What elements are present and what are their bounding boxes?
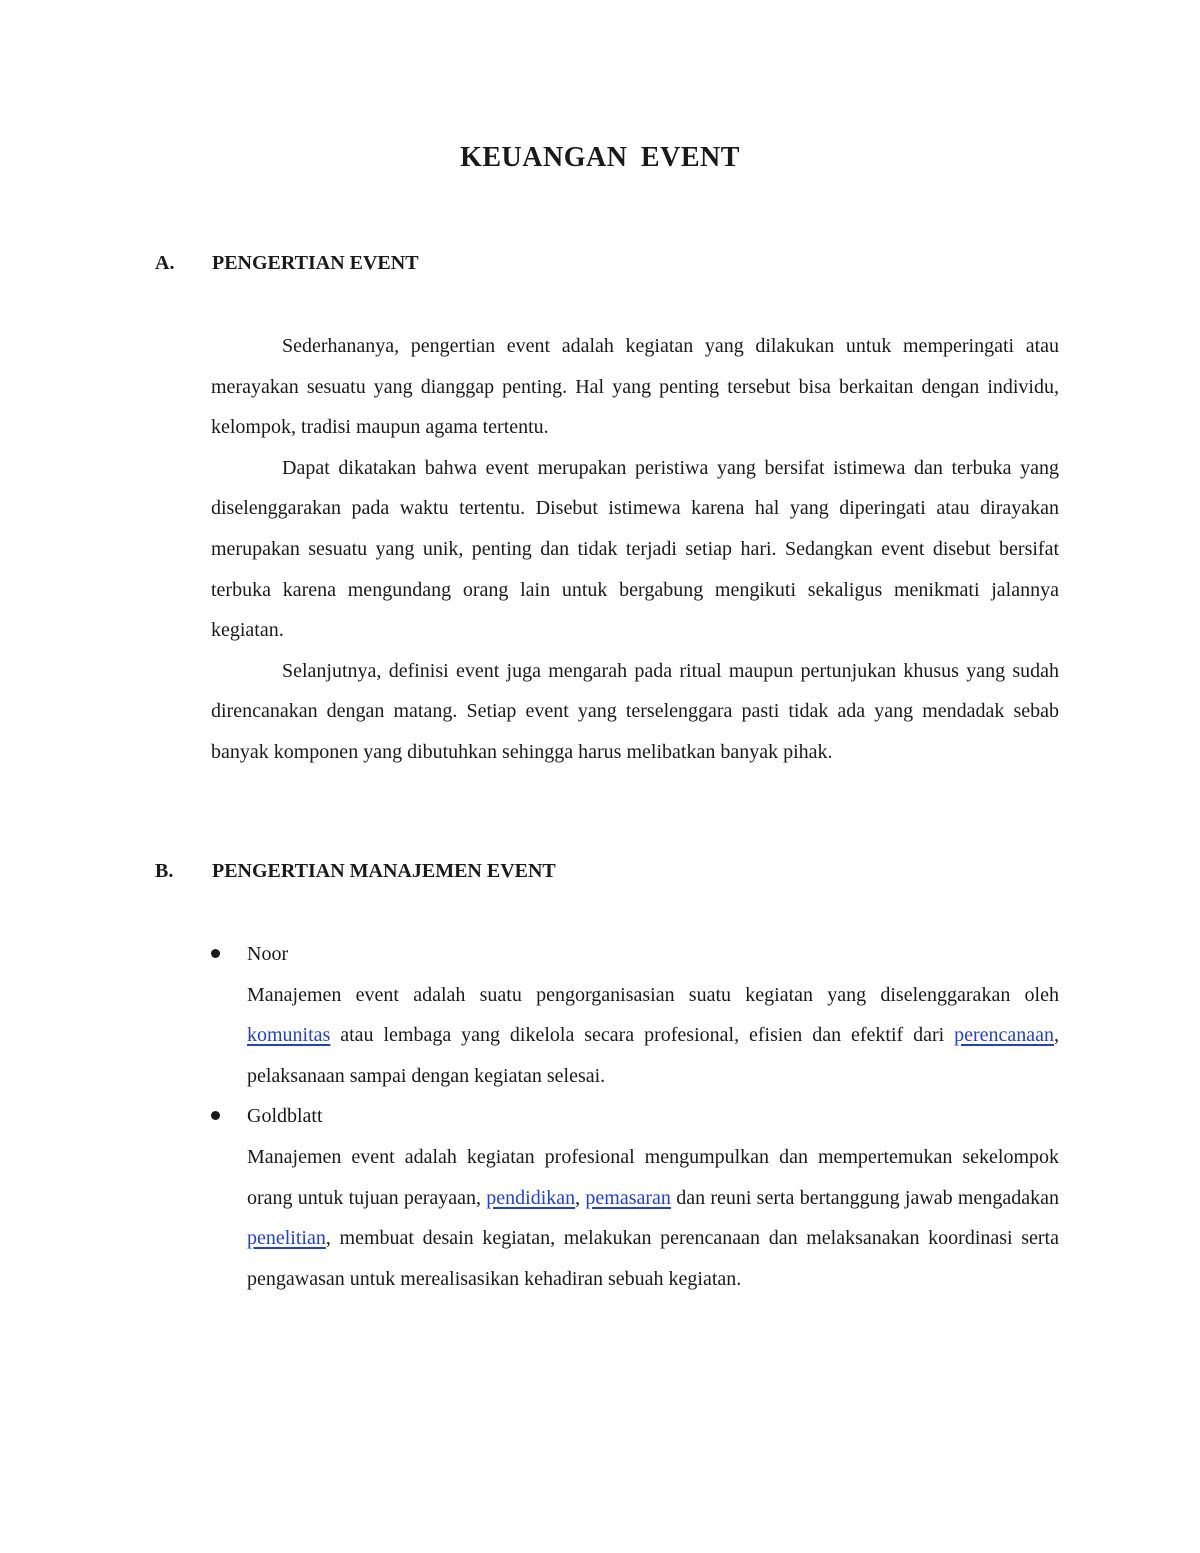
bullet-icon (211, 1111, 220, 1120)
link-pemasaran[interactable]: pemasaran (585, 1186, 671, 1209)
text-segment: , (575, 1186, 586, 1209)
definition-list (211, 934, 1059, 1299)
definition-text (247, 975, 1059, 1097)
author-name: Goldblatt (247, 1105, 323, 1128)
text-segment: , membuat desain kegiatan, melakukan perencanaan dan melaksanakan koordinasi serta pengawasan untuk merealisasikan kehadiran sebuah kegiatan. (247, 1227, 1059, 1290)
link-komunitas[interactable]: komunitas (247, 1024, 331, 1047)
author-name: Noor (247, 943, 289, 965)
text-segment: , pelaksanaan sampai dengan kegiatan selesai. (247, 1024, 1059, 1087)
section-a-body (211, 326, 1059, 773)
link-penelitian[interactable]: penelitian (247, 1227, 326, 1250)
paragraph: Sederhananya, pengertian event adalah kegiatan yang dilakukan untuk memperingati atau merayakan sesuatu yang dianggap penting. Hal yang penting tersebut bisa berkaitan dengan individu, kelompok, tradisi maupun agama tertentu. (211, 335, 1059, 439)
text-segment: Manajemen event adalah suatu pengorganisasian suatu kegiatan yang diselenggarakan oleh (247, 983, 1059, 1006)
section-a-heading (155, 252, 419, 275)
paragraph: Dapat dikatakan bahwa event merupakan peristiwa yang bersifat istimewa dan terbuka yang diselenggarakan pada waktu tertentu. Disebut istimewa karena hal yang diperingati atau dirayakan merupakan sesuatu yang unik, penting dan tidak terjadi setiap hari. Sedangkan event disebut bersifat terbuka karena mengundang orang lain untuk bergabung mengikuti sekaligus menikmati jalannya kegiatan. (211, 456, 1059, 642)
definition-text (247, 1137, 1059, 1299)
text-segment: Manajemen event adalah kegiatan profesional mengumpulkan dan mempertemukan sekelompok orang untuk tujuan perayaan, (247, 1145, 1059, 1209)
section-b-letter: B. (155, 860, 174, 882)
paragraph: Selanjutnya, definisi event juga mengarah pada ritual maupun pertunjukan khusus yang sudah direncanakan dengan matang. Setiap event yang terselenggara pasti tidak ada yang mendadak sebab banyak komponen yang dibutuhkan sehingga harus melibatkan banyak pihak. (211, 659, 1059, 763)
section-b-title: PENGERTIAN MANAJEMEN EVENT (212, 860, 556, 882)
section-a-letter: A. (155, 252, 175, 274)
text-segment: atau lembaga yang dikelola secara profesional, efisien dan efektif dari (330, 1024, 955, 1047)
link-perencanaan[interactable]: perencanaan (954, 1024, 1054, 1047)
link-pendidikan[interactable]: pendidikan (486, 1186, 576, 1209)
bullet-icon (211, 949, 220, 958)
text-segment: dan reuni serta bertanggung jawab mengadakan (670, 1186, 1059, 1209)
list-item-noor (211, 934, 1059, 1096)
section-b-heading (155, 860, 556, 883)
document-title: KEUANGAN EVENT (460, 142, 740, 173)
section-a-title: PENGERTIAN EVENT (212, 252, 419, 274)
list-item-goldblatt (211, 1096, 1059, 1299)
